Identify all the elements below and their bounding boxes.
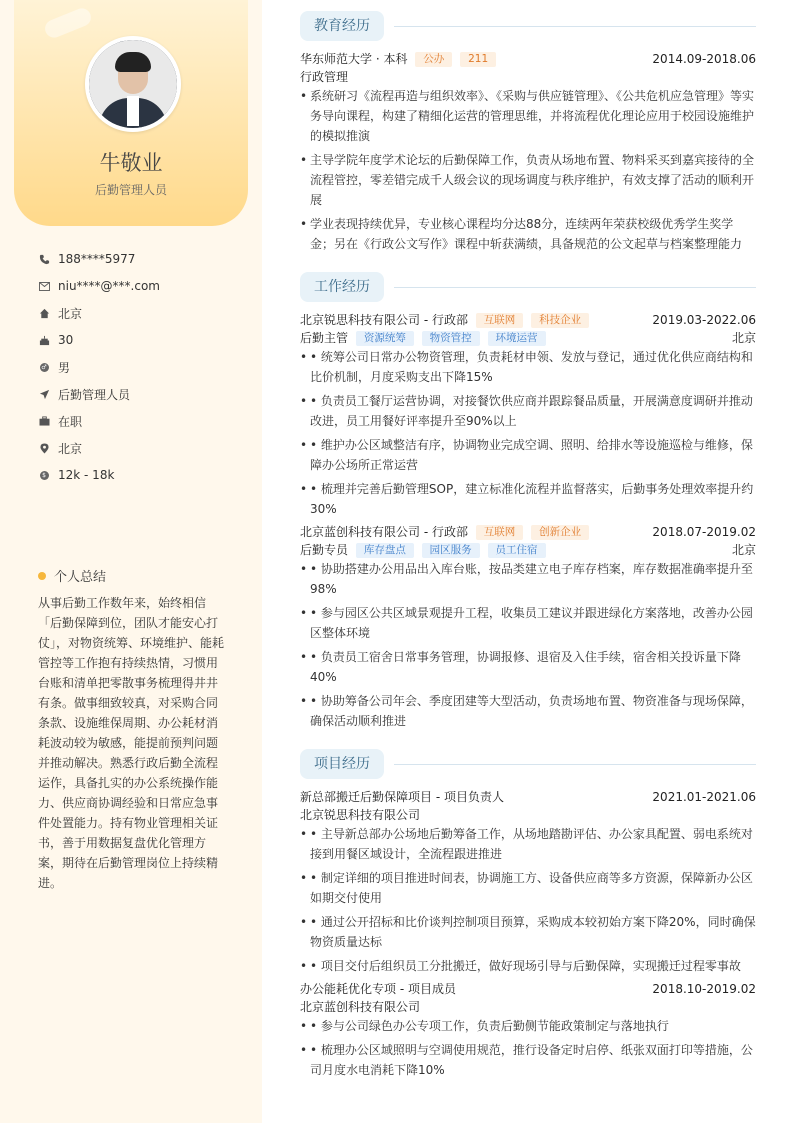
date: 2018.07-2019.02 xyxy=(652,525,756,539)
home-icon xyxy=(38,307,50,319)
project-name: 办公能耗优化专项 - 项目成员 xyxy=(300,982,456,996)
list-item: • • 参与园区公共区域景观提升工程，收集员工建议并跟进绿化方案落地，改善办公园区整体环境 xyxy=(300,606,753,640)
info-salary: $ 12k - 18k xyxy=(38,466,114,484)
decoration xyxy=(42,6,93,41)
project-header xyxy=(300,788,756,806)
profile-name: 牛敬业 xyxy=(99,151,163,175)
tag: 公办 xyxy=(415,52,452,67)
list-item: • • 通过公开招标和比价谈判控制项目预算，采购成本较初始方案下降20%，同时确保物资质量达标 xyxy=(300,915,756,949)
city: 北京 xyxy=(731,543,756,557)
major: 行政管理 xyxy=(300,70,349,84)
job-position xyxy=(300,541,756,559)
tag: 211 xyxy=(460,52,496,67)
tag: 员工住宿 xyxy=(488,543,546,558)
list-item: • • 主导新总部办公场地后勤筹备工作，从场地踏勘评估、办公家具配置、弱电系统对接到用餐区域设计，全流程跟进推进 xyxy=(300,827,753,861)
info-city: 北京 xyxy=(38,304,82,322)
company-name: 北京锐思科技有限公司 - 行政部 xyxy=(300,313,468,327)
section-title: 工作经历 xyxy=(300,272,384,302)
tag: 创新企业 xyxy=(531,525,589,540)
tag: 环境运营 xyxy=(488,331,546,346)
list-item: • 主导学院年度学术论坛的后勤保障工作，负责从场地布置、物料采买到嘉宾接待的全流程管控，零差错完成千人级会议的现场调度与秩序维护，有效支撑了活动的顺利开展 xyxy=(300,153,755,207)
list-item: • • 协助搭建办公用品出入库台账，按品类建立电子库存档案，库存数据准确率提升至98% xyxy=(300,562,753,596)
project-name: 新总部搬迁后勤保障项目 - 项目负责人 xyxy=(300,790,504,804)
date: 2018.10-2019.02 xyxy=(652,982,756,996)
tag: 互联网 xyxy=(476,313,524,328)
cake-icon xyxy=(38,334,50,346)
list-item: • • 维护办公区域整洁有序，协调物业完成空调、照明、给排水等设施巡检与维修，保障办公场所正常运营 xyxy=(300,438,753,472)
list-item: • • 负责员工餐厅运营协调，对接餐饮供应商并跟踪餐品质量，开展满意度调研并推动改进，员工用餐好评率提升至90%以上 xyxy=(300,394,753,428)
section-education xyxy=(300,11,756,41)
section-project xyxy=(300,749,756,779)
briefcase-icon xyxy=(38,415,50,427)
date: 2019.03-2022.06 xyxy=(652,313,756,327)
summary-text: 从事后勤工作数年来，始终相信「后勤保障到位，团队才能安心打仗」，对物资统筹、环境维护、能耗管控等工作抱有持续热情，习惯用台账和清单把零散事务梳理得井井有条。做事细致较真，对采购合同条款、设施维保周期、办公耗材消耗波动较为敏感，能提前预判问题并推动解决。熟悉行政后勤全流程运作，具备扎实的办公系统操作能力、供应商协调经验和日常应急事件处置能力。持有物业管理相关证书，善于用数据复盘优化管理方案，期待在后勤管理岗位上持续精进。 xyxy=(38,596,225,890)
avatar xyxy=(85,36,181,132)
position-name: 后勤专员 xyxy=(300,543,349,557)
list-item: • • 负责员工宿舍日常事务管理，协调报修、退宿及入住手续，宿舍相关投诉量下降40% xyxy=(300,650,741,684)
position-name: 后勤主管 xyxy=(300,331,349,345)
info-target-role: 后勤管理人员 xyxy=(38,385,130,403)
list-item: • • 参与公司绿色办公专项工作，负责后勤侧节能政策制定与落地执行 xyxy=(300,1019,669,1033)
sidebar xyxy=(0,0,262,1123)
divider xyxy=(394,764,756,765)
info-age: 30 xyxy=(38,331,73,349)
job-header xyxy=(300,311,756,329)
list-item: • • 梳理并完善后勤管理SOP，建立标准化流程并监督落实，后勤事务处理效率提升约30% xyxy=(300,482,754,516)
list-item: • 系统研习《流程再造与组织效率》、《采购与供应链管理》、《公共危机应急管理》等实务导向课程，构建了精细化运营的管理思维，并将流程优化理论应用于校园设施维护的模拟推演 xyxy=(300,89,755,143)
list-item: • • 协助筹备公司年会、季度团建等大型活动，负责场地布置、物资准备与现场保障，确保活动顺利推进 xyxy=(300,694,753,728)
phone-icon xyxy=(38,253,50,265)
section-work xyxy=(300,272,756,302)
tag: 资源统筹 xyxy=(356,331,414,346)
job-header xyxy=(300,523,756,541)
job-position xyxy=(300,329,756,347)
project-company: 北京蓝创科技有限公司 xyxy=(300,1000,421,1014)
date: 2021.01-2021.06 xyxy=(652,790,756,804)
tag: 科技企业 xyxy=(531,313,589,328)
list-item: • • 项目交付后组织员工分批搬迁，做好现场引导与后勤保障，实现搬迁过程零事故 xyxy=(300,959,741,973)
education-header xyxy=(300,50,756,68)
list-item: • • 制定详细的项目推进时间表，协调施工方、设备供应商等多方资源，保障新办公区如期交付使用 xyxy=(300,871,753,905)
info-phone: 188****5977 xyxy=(38,250,135,268)
list-item: • • 统筹公司日常办公物资管理，负责耗材申领、发放与登记，通过优化供应商结构和比价机制，月度采购支出下降15% xyxy=(300,350,753,384)
summary-dot-icon xyxy=(38,572,46,580)
info-status: 在职 xyxy=(38,412,82,430)
info-gender: ♂ 男 xyxy=(38,358,70,376)
date: 2014.09-2018.06 xyxy=(652,52,756,66)
tag: 园区服务 xyxy=(422,543,480,558)
company-name: 北京蓝创科技有限公司 - 行政部 xyxy=(300,525,468,539)
tag: 互联网 xyxy=(476,525,524,540)
info-email: niu****@***.com xyxy=(38,277,160,295)
section-title: 项目经历 xyxy=(300,749,384,779)
section-title: 教育经历 xyxy=(300,11,384,41)
location-icon xyxy=(38,442,50,454)
tag: 物资管控 xyxy=(422,331,480,346)
summary-heading: 个人总结 xyxy=(38,566,106,585)
mail-icon xyxy=(38,280,50,292)
tag: 库存盘点 xyxy=(356,543,414,558)
gender-icon: ♂ xyxy=(41,363,47,371)
divider xyxy=(394,287,756,288)
salary-icon: $ xyxy=(38,469,50,481)
profile-title: 后勤管理人员 xyxy=(94,183,167,197)
list-item: • 学业表现持续优异，专业核心课程均分达88分，连续两年荣获校级优秀学生奖学金；另在《行政公文写作》课程中斩获满绩，具备规范的公文起草与档案整理能力 xyxy=(300,217,743,251)
project-company: 北京锐思科技有限公司 xyxy=(300,808,421,822)
info-location: 北京 xyxy=(38,439,82,457)
school-name: 华东师范大学 · 本科 xyxy=(300,52,408,66)
project-header xyxy=(300,980,756,998)
send-icon xyxy=(38,388,50,400)
list-item: • • 梳理办公区域照明与空调使用规范，推行设备定时启停、纸张双面打印等措施，公司月度水电消耗下降10% xyxy=(300,1043,753,1077)
divider xyxy=(394,26,756,27)
city: 北京 xyxy=(731,331,756,345)
